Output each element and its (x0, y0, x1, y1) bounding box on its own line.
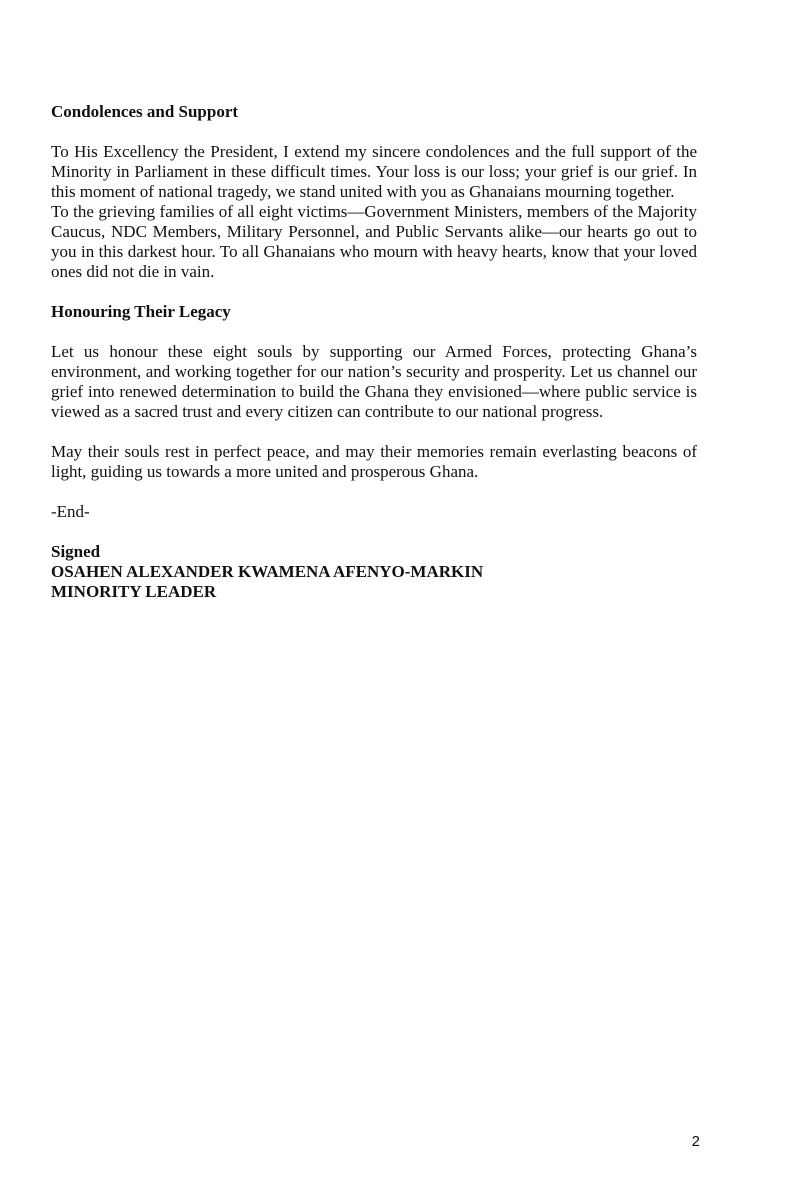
page-number: 2 (691, 1133, 700, 1150)
section-heading-condolences: Condolences and Support (51, 102, 239, 121)
paragraph-line: you in this darkest hour. To all Ghanaians who mourn with heavy hearts, know that your loved (51, 242, 697, 261)
signed-label: Signed (51, 542, 101, 561)
paragraph-line: Caucus, NDC Members, Military Personnel, and Public Servants alike—our hearts go out to (51, 222, 697, 241)
paragraph-line: this moment of national tragedy, we stand united with you as Ghanaians mourning together. (51, 182, 675, 201)
paragraph-line: grief into renewed determination to build the Ghana they envisioned—where public service is (51, 382, 697, 401)
signatory-name: OSAHEN ALEXANDER KWAMENA AFENYO-MARKIN (51, 562, 484, 581)
condolences-paragraph (51, 142, 697, 282)
signature-block (51, 542, 697, 602)
legacy-paragraph (51, 342, 697, 422)
paragraph-line: To His Excellency the President, I extend my sincere condolences and the full support of the (51, 142, 697, 161)
signatory-title: MINORITY LEADER (51, 582, 217, 601)
paragraph-line: ones did not die in vain. (51, 262, 215, 281)
closing-paragraph (51, 442, 697, 482)
paragraph-line: light, guiding us towards a more united and prosperous Ghana. (51, 462, 479, 481)
paragraph-line: To the grieving families of all eight victims—Government Ministers, members of the Majority (51, 202, 697, 221)
section-heading-legacy: Honouring Their Legacy (51, 302, 231, 321)
end-mark: -End- (51, 502, 90, 521)
paragraph-line: May their souls rest in perfect peace, and may their memories remain everlasting beacons of (51, 442, 697, 461)
paragraph-line: Let us honour these eight souls by supporting our Armed Forces, protecting Ghana’s (51, 342, 697, 361)
paragraph-line: Minority in Parliament in these difficult times. Your loss is our loss; your grief is our grief. In (51, 162, 697, 181)
paragraph-line: environment, and working together for our nation’s security and prosperity. Let us channel our (51, 362, 697, 381)
paragraph-line: viewed as a sacred trust and every citizen can contribute to our national progress. (51, 402, 604, 421)
document-body (51, 102, 697, 602)
